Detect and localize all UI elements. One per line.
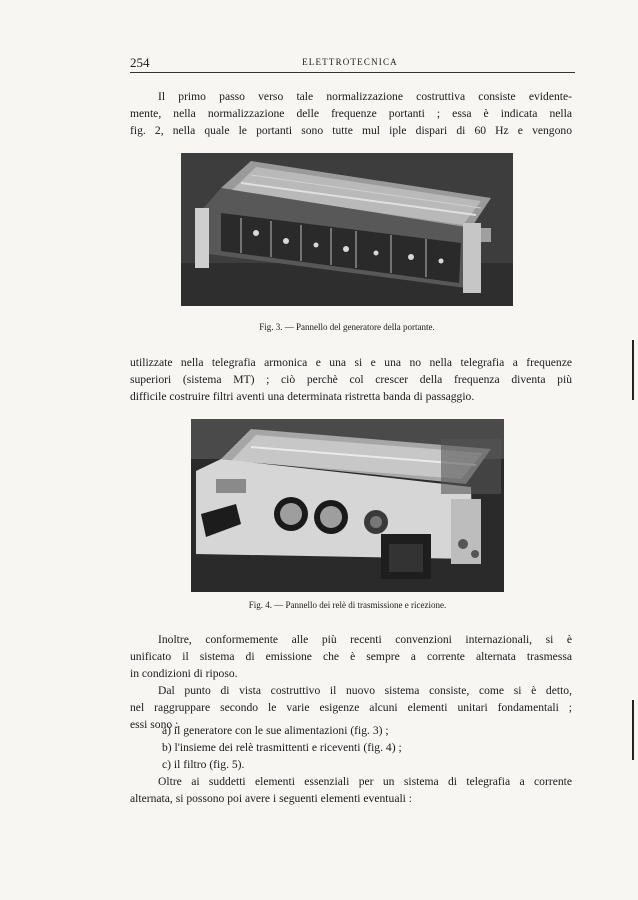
scan-edge-mark	[632, 700, 634, 760]
text-line: superiori (sistema MT) ; ciò perchè col crescer della frequenza diventa più	[130, 373, 572, 386]
generator-panel-illustration	[181, 153, 513, 306]
paragraph-2	[130, 354, 572, 405]
header-rule	[130, 72, 575, 73]
text-line: fig. 2, nella quale le portanti sono tutte mul iple dispari di 60 Hz e vengono	[130, 124, 572, 137]
text-line: nel raggruppare secondo le varie esigenze alcuni elementi unitari fondamentali ;	[130, 701, 572, 714]
paragraph-5	[130, 773, 572, 807]
text-line: Inoltre, conformemente alle più recenti convenzioni internazionali, si è	[158, 633, 572, 646]
figure-3-photo	[181, 153, 513, 306]
list-item: a) il generatore con le sue alimentazioni (fig. 3) ;	[162, 724, 389, 737]
text-line: essi sono :	[130, 718, 179, 731]
list-item: b) l'insieme dei relè trasmittenti e riceventi (fig. 4) ;	[162, 741, 402, 754]
text-line: Oltre ai suddetti elementi essenziali per un sistema di telegrafia a corrente	[158, 775, 572, 788]
page-header	[130, 55, 570, 69]
text-line: difficile costruire filtri aventi una determinata ristretta banda di passaggio.	[130, 390, 475, 403]
text-line: in condizioni di riposo.	[130, 667, 238, 680]
paragraph-3	[130, 631, 572, 682]
text-line: Dal punto di vista costruttivo il nuovo sistema consiste, come si è detto,	[158, 684, 572, 697]
paragraph-1	[130, 88, 572, 139]
page-number: 254	[130, 55, 150, 70]
figure-4-caption: Fig. 4. — Pannello dei relè di trasmissione e ricezione.	[248, 600, 447, 610]
text-line: utilizzate nella telegrafia armonica e una si e una no nella telegrafia a frequenze	[130, 356, 572, 369]
running-title: ELETTROTECNICA	[302, 57, 398, 67]
figure-3-caption: Fig. 3. — Pannello del generatore della portante.	[259, 322, 435, 332]
text-line: mente, nella normalizzazione delle frequenze portanti ; essa è indicata nella	[130, 107, 572, 120]
list-item: c) il filtro (fig. 5).	[162, 758, 245, 771]
figure-4-photo	[191, 419, 504, 592]
scan-edge-mark	[632, 340, 634, 400]
text-line: alternata, si possono poi avere i seguenti elementi eventuali :	[130, 792, 413, 805]
relay-panel-illustration	[191, 419, 504, 592]
text-line: unificato il sistema di emissione che è sempre a corrente alternata trasmessa	[130, 650, 572, 663]
text-line: Il primo passo verso tale normalizzazione costruttiva consiste evidente-	[158, 90, 572, 103]
